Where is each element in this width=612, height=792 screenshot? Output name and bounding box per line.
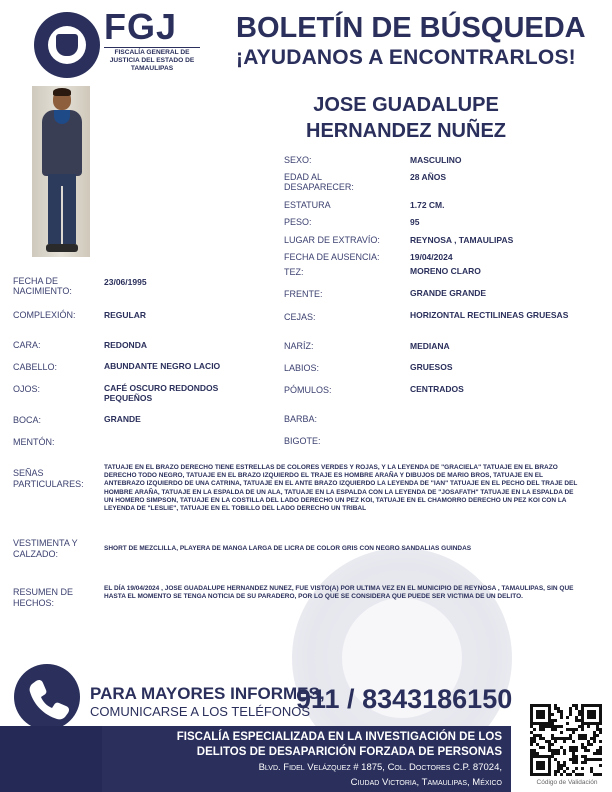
person-photo (32, 86, 90, 257)
person-name (266, 92, 546, 144)
vestimenta-label: VESTIMENTA Y CALZADO: (13, 538, 78, 559)
bulletin-title: BOLETÍN DE BÚSQUEDA (236, 12, 586, 44)
bulletin-subtitle: ¡AYUDANOS A ENCONTRARLOS! (236, 46, 576, 69)
qr-caption: Código de Validación (536, 779, 598, 786)
field-label-edad: EDAD AL DESAPARECER: (284, 172, 354, 192)
field-value-frente: GRANDE GRANDE (410, 288, 487, 298)
agency-line2: DELITOS DE DESAPARICIÓN FORZADA DE PERSONAS (196, 746, 502, 758)
senas-text: TATUAJE EN EL BRAZO DERECHO TIENE ESTRELLAS DE COLORES VERDES Y ROJAS, Y LA LEYENDA DE "GRACIELA" TATUAJE EN EL BRAZO DERECHO TODO NEGRO, TATUAJE EN EL BRAZO IZQUIERDO EL TRAJE ES HOMBRE ARAÑA Y DIBUJOS DE MARIO BROS, TATUAJE EN EL ANTEBRAZO IZQUIERDO DE UNA CATRINA, TATUAJE EN EL ANTE BRAZO IZQUIERDO LA LEYENDA DE "IAN" TATUAJE EN EL PECHO DEL TRAJE DEL HOMBRE ARAÑA, TATUAJE EN LA ESPALDA DE UN ALA, TATUAJE EN LA ESPALDA CON LA LEYENDA DE "JOSAFATH" TATUAJE EN LA ESPALDA DE UN HOMERO SIMPSON, TATUAJE EN LA COSTILLA DEL LADO DERECHO UN PEZ KOI, TATUAJE EN EL CHAMORRO DERECHO UN PEZ KOI CON LA LEYENDA DE "LESLIE", TATUAJE EN EL TOBILLO DEL LADO DERECHO UN TRIBAL (104, 464, 578, 513)
field-value-cejas: HORIZONTAL RECTILINEAS GRUESAS (410, 310, 569, 320)
field-label-nariz: NARÍZ: (284, 341, 314, 351)
field-value-nacimiento: 23/06/1995 (104, 277, 147, 287)
field-value-cabello: ABUNDANTE NEGRO LACIO (104, 361, 221, 371)
resumen-text: EL DÍA 19/04/2024 , JOSE GUADALUPE HERNANDEZ NUNEZ, FUE VISTO(A) POR ULTIMA VEZ EN EL MUNICIPIO DE REYNOSA , TAMAULIPAS, SIN QUE HASTA EL MOMENTO SE TENGA NOTICIA DE SU PARADERO, POR LO QUE SE CONSIDERA QUE PUEDE SER VICTIMA DE UN DELITO. (104, 585, 574, 601)
senas-label: SEÑAS PARTICULARES: (13, 468, 84, 489)
field-label-frente: FRENTE: (284, 289, 323, 299)
field-value-pomulos: CENTRADOS (410, 384, 464, 394)
field-value-boca: GRANDE (104, 414, 141, 424)
field-label-estatura: ESTATURA (284, 200, 331, 210)
field-value-fecha-ausencia: 19/04/2024 (410, 252, 453, 262)
field-label-labios: LABIOS: (284, 363, 320, 373)
footer-band-left (0, 726, 102, 792)
field-value-tez: MORENO CLARO (410, 266, 481, 276)
field-label-cara: CARA: (13, 340, 41, 350)
logo-seal-icon (34, 12, 100, 78)
field-value-lugar: REYNOSA , TAMAULIPAS (410, 235, 514, 245)
field-label-nacimiento: FECHA DE NACIMIENTO: (13, 276, 72, 296)
field-value-estatura: 1.72 CM. (410, 200, 445, 210)
logo-fgj-text: FGJ (104, 6, 178, 47)
phone-icon (14, 664, 80, 730)
field-label-lugar: LUGAR DE EXTRAVÍO: (284, 235, 380, 245)
field-value-ojos: CAFÉ OSCURO REDONDOS PEQUEÑOS (104, 383, 219, 403)
field-value-cara: REDONDA (104, 340, 147, 350)
field-value-edad: 28 AÑOS (410, 172, 447, 182)
field-label-barba: BARBA: (284, 414, 318, 424)
field-label-boca: BOCA: (13, 415, 42, 425)
field-label-sexo: SEXO: (284, 155, 312, 165)
logo-subtitle: FISCALÍA GENERAL DE JUSTICIA DEL ESTADO DE TAMAULIPAS (109, 49, 195, 72)
field-label-pomulos: PÓMULOS: (284, 385, 332, 395)
field-value-peso: 95 (410, 217, 420, 227)
field-label-ojos: OJOS: (13, 384, 41, 394)
field-label-bigote: BIGOTE: (284, 436, 321, 446)
field-label-fecha-ausencia: FECHA DE AUSENCIA: (284, 252, 380, 262)
field-label-menton: MENTÓN: (13, 437, 55, 447)
person-name-line1: JOSE GUADALUPE (313, 94, 499, 116)
phone-number[interactable]: 911 / 8343186150 (296, 684, 513, 714)
field-label-cabello: CABELLO: (13, 362, 58, 372)
field-value-complexion: REGULAR (104, 310, 147, 320)
address-line2: Ciudad Victoria, Tamaulipas, México (350, 777, 502, 788)
qr-code[interactable] (530, 704, 602, 776)
person-name-line2: HERNANDEZ NUÑEZ (306, 120, 506, 142)
field-label-cejas: CEJAS: (284, 312, 316, 322)
info-title: PARA MAYORES INFORMES, (90, 684, 325, 703)
field-label-peso: PESO: (284, 217, 312, 227)
field-label-tez: TEZ: (284, 267, 304, 277)
field-value-labios: GRUESOS (410, 362, 453, 372)
address-line1: Blvd. Fidel Velázquez # 1875, Col. Doctores C.P. 87024, (258, 762, 502, 773)
info-subtitle: COMUNICARSE A LOS TELÉFONOS (90, 704, 311, 719)
resumen-label: RESUMEN DE HECHOS: (13, 587, 74, 608)
vestimenta-text: SHORT DE MEZCLILLA, PLAYERA DE MANGA LARGA DE LICRA DE COLOR GRIS CON NEGRO SANDALIAS GUINDAS (104, 545, 472, 552)
field-label-complexion: COMPLEXIÓN: (13, 310, 76, 320)
field-value-sexo: MASCULINO (410, 155, 462, 165)
field-value-nariz: MEDIANA (410, 341, 450, 351)
logo-divider (104, 47, 200, 48)
agency-line1: FISCALÍA ESPECIALIZADA EN LA INVESTIGACIÓN DE LOS (176, 731, 502, 743)
